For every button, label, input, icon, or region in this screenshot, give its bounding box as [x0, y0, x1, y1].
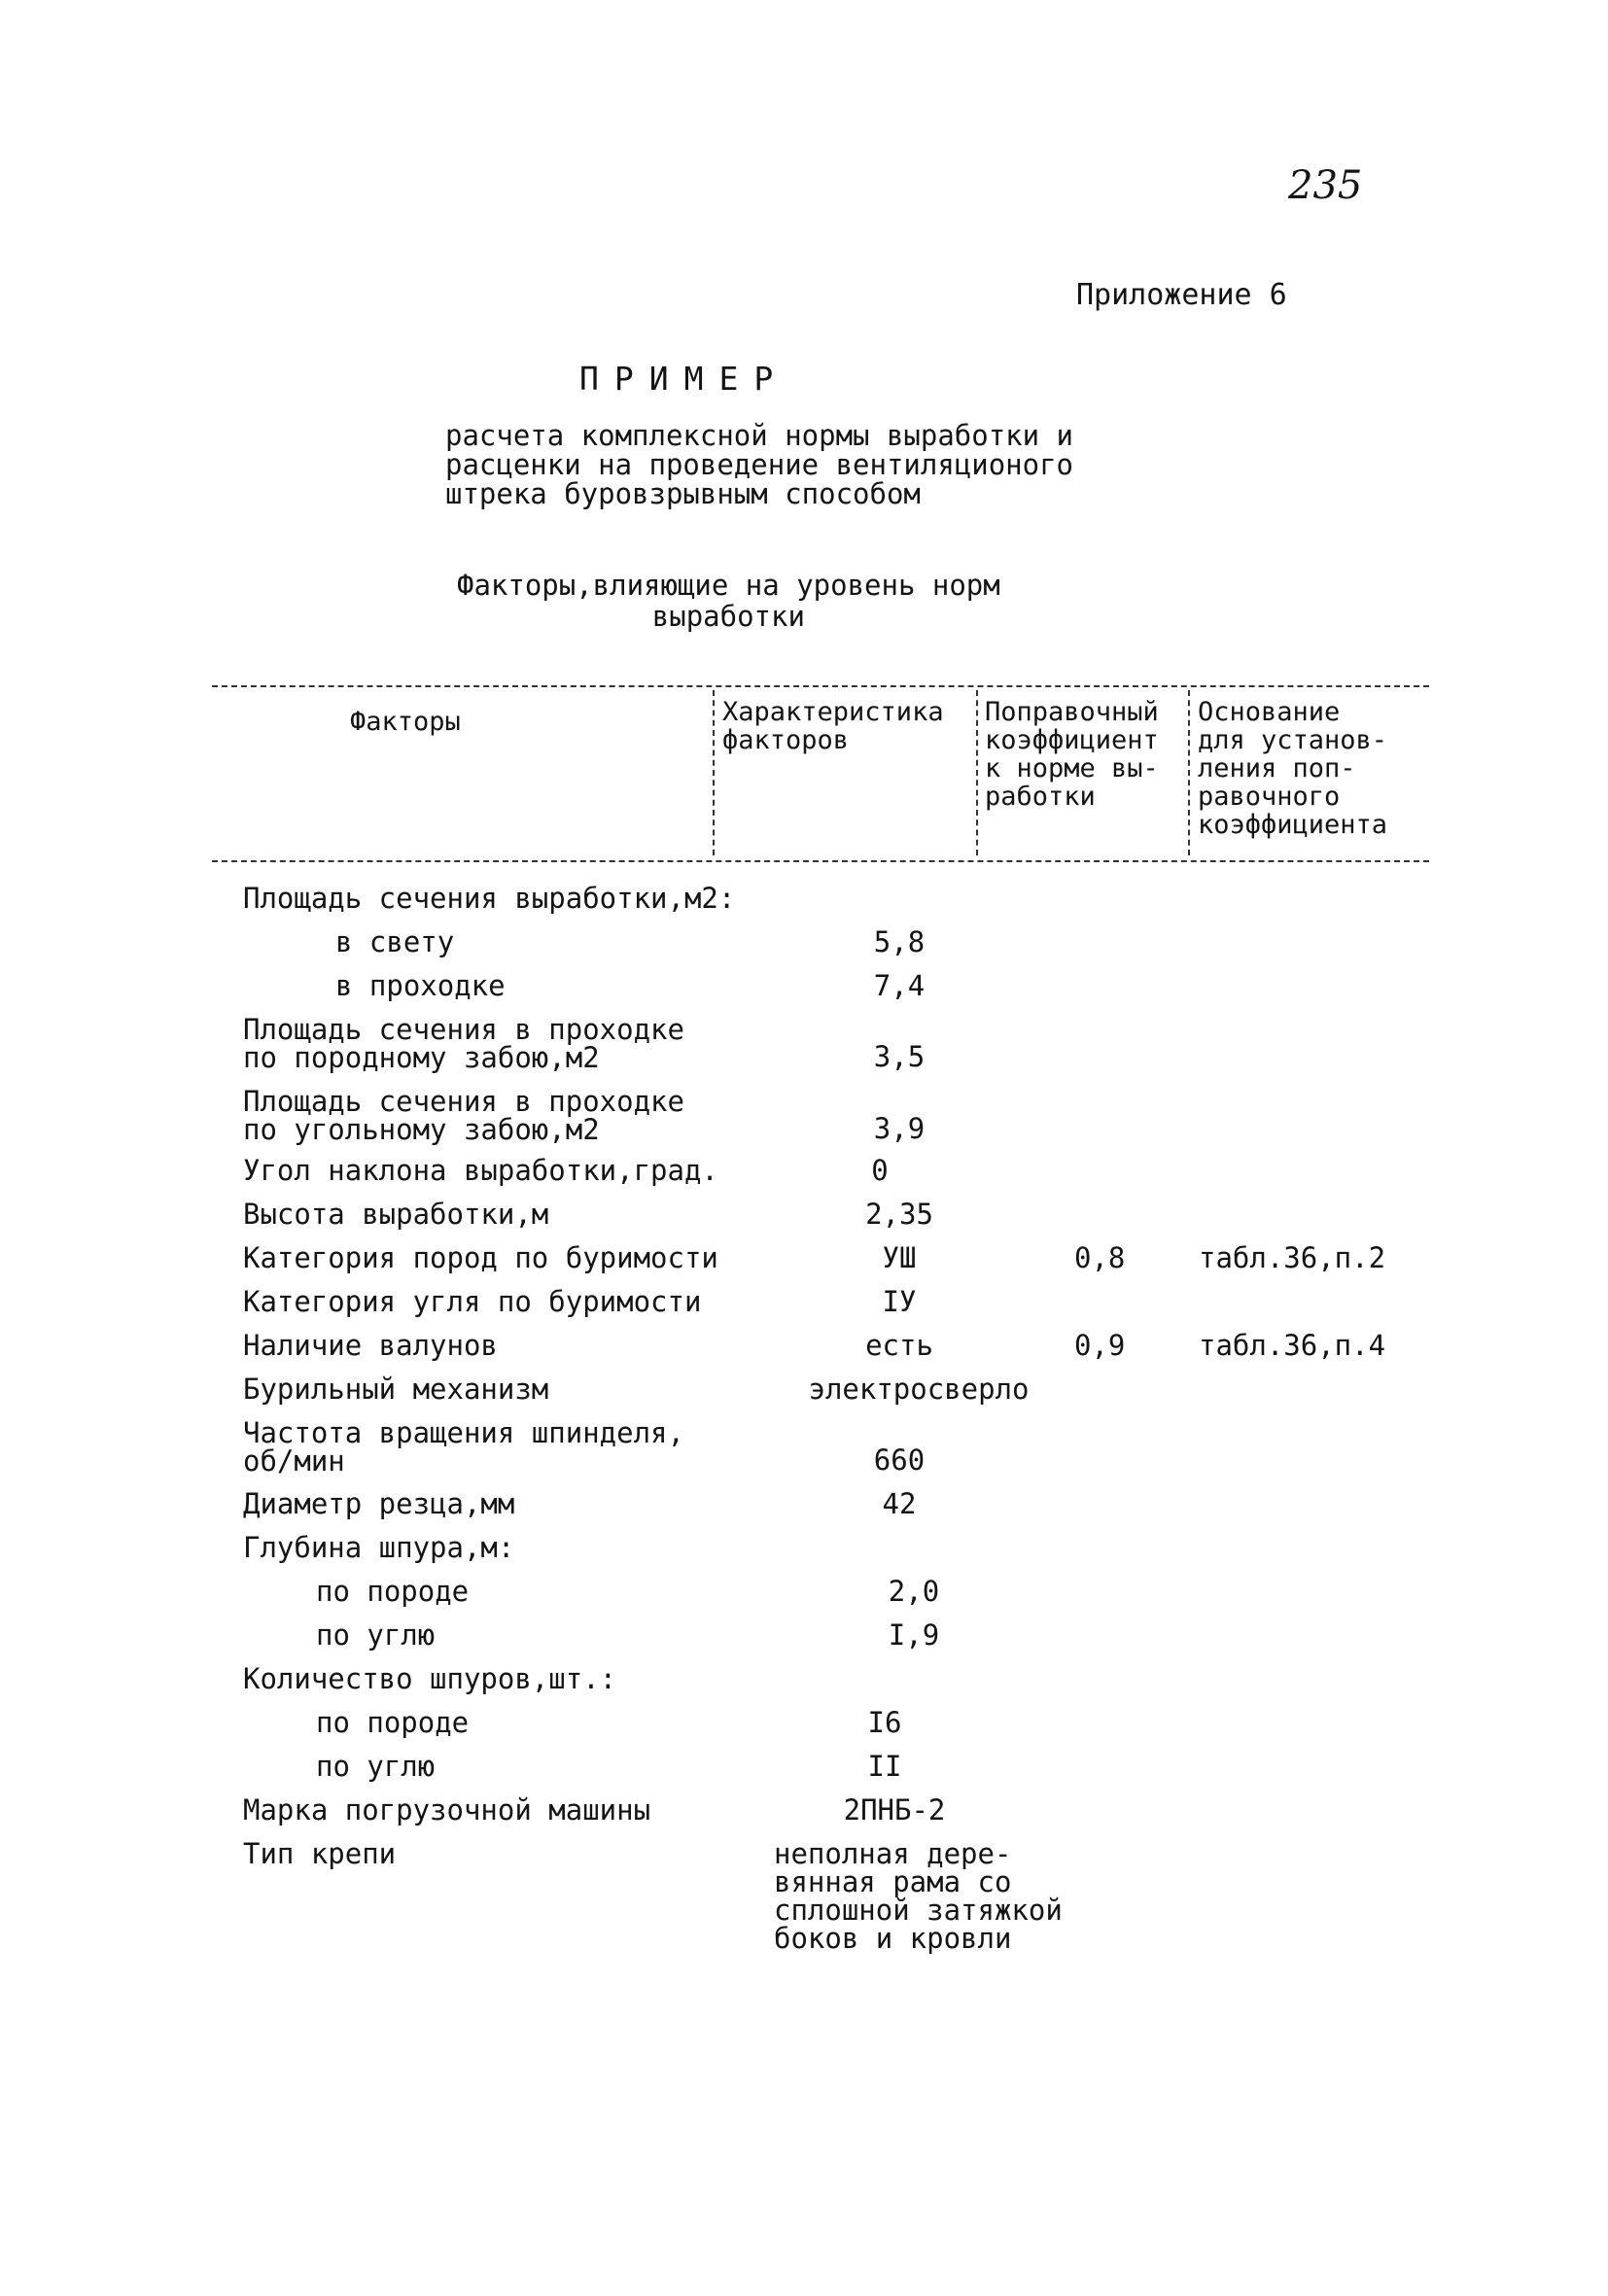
table-row	[0, 925, 1608, 967]
table-row	[0, 1285, 1608, 1327]
table-row	[0, 1487, 1608, 1529]
factor-cell: Количество шпуров,шт.:	[243, 1662, 617, 1695]
value-cell: I6	[867, 1706, 902, 1739]
factor-cell: Диаметр резца,мм	[243, 1487, 515, 1520]
value-cell: 42	[882, 1487, 917, 1520]
value-cell: 2,35	[865, 1198, 933, 1231]
table-row	[0, 1662, 1608, 1704]
table-row	[0, 1154, 1608, 1196]
table-row	[0, 969, 1608, 1011]
value-cell: I,9	[888, 1618, 940, 1652]
factor-cell: Наличие валунов	[243, 1329, 498, 1362]
factor-cell: в проходке	[335, 969, 506, 1002]
factor-cell: по породе	[316, 1575, 470, 1608]
factor-cell: по породе	[316, 1706, 470, 1739]
table-row	[0, 1085, 1608, 1146]
value-cell: неполная дере- вянная рама со сплошной затяжкой боков и кровли	[774, 1837, 1063, 1955]
table-row	[0, 1375, 1608, 1414]
table-row	[0, 882, 1608, 923]
table-row	[0, 1013, 1608, 1074]
page-number: 235	[1288, 163, 1363, 208]
factor-cell: Тип крепи	[243, 1837, 397, 1870]
header-correction-coefficient: Поправочный коэффициент к норме вы- работки	[985, 697, 1159, 812]
factor-cell: в свету	[335, 925, 455, 958]
header-factors: Факторы	[350, 707, 461, 737]
factor-cell: Категория угля по буримости	[243, 1285, 702, 1318]
appendix-label: Приложение 6	[1076, 278, 1287, 312]
table-row	[0, 1618, 1608, 1660]
table-row	[0, 1750, 1608, 1792]
value-cell: электросверло	[808, 1373, 1030, 1406]
value-cell: 5,8	[873, 925, 926, 958]
factor-cell: Глубина шпура,м:	[243, 1531, 515, 1564]
table-row	[0, 1241, 1608, 1283]
table-row	[0, 1329, 1608, 1371]
table-row	[0, 1706, 1608, 1748]
document-subtitle: расчета комплексной нормы выработки и расценки на проведение вентиляционого штрека буровзрывным способом	[445, 419, 1074, 510]
table-row	[0, 1200, 1608, 1239]
value-cell: 0	[871, 1154, 889, 1187]
table-top-rule	[212, 685, 1429, 687]
factor-cell: Марка погрузочной машины	[243, 1793, 651, 1826]
value-cell: 7,4	[873, 969, 926, 1002]
value-cell: IУ	[882, 1285, 917, 1318]
basis-cell: табл.36,п.2	[1199, 1241, 1386, 1274]
document-heading: ПРИМЕР	[579, 360, 789, 398]
coefficient-cell: 0,8	[1074, 1241, 1126, 1274]
value-cell: 660	[873, 1444, 926, 1477]
factor-cell: Высота выработки,м	[243, 1198, 549, 1231]
factor-cell: по углю	[316, 1618, 436, 1652]
value-cell: есть	[865, 1329, 933, 1362]
value-cell: УШ	[882, 1241, 917, 1274]
factor-cell: Площадь сечения выработки,м2:	[243, 882, 736, 915]
table-row	[0, 1531, 1608, 1573]
factor-cell: Категория пород по буримости	[243, 1241, 718, 1274]
factor-cell: Частота вращения шпинделя, об/мин	[243, 1416, 684, 1478]
table-row	[0, 1575, 1608, 1617]
factor-cell: Угол наклона выработки,град.	[243, 1154, 718, 1187]
value-cell: II	[867, 1750, 902, 1783]
factor-cell: Площадь сечения в проходке по угольному забою,м2	[243, 1085, 684, 1146]
header-characteristic: Характеристика факторов	[722, 697, 944, 755]
table-row	[0, 1837, 1608, 1955]
basis-cell: табл.36,п.4	[1199, 1329, 1386, 1362]
factor-cell: по углю	[316, 1750, 436, 1783]
value-cell: 2,0	[888, 1575, 940, 1608]
column-divider	[976, 690, 978, 855]
table-row	[0, 1793, 1608, 1835]
table-header-bottom-rule	[212, 860, 1429, 862]
factor-cell: Бурильный механизм	[243, 1373, 549, 1406]
factors-section-title: Факторы,влияющие на уровень норм выработки	[457, 569, 1000, 633]
value-cell: 2ПНБ-2	[843, 1793, 946, 1826]
header-basis: Основание для установ- ления поп- равочного коэффициента	[1198, 697, 1388, 840]
value-cell: 3,9	[873, 1112, 926, 1145]
table-row	[0, 1416, 1608, 1478]
value-cell: 3,5	[873, 1040, 926, 1073]
factor-cell: Площадь сечения в проходке по породному забою,м2	[243, 1013, 684, 1074]
column-divider	[713, 690, 715, 855]
column-divider	[1188, 690, 1190, 855]
coefficient-cell: 0,9	[1074, 1329, 1126, 1362]
